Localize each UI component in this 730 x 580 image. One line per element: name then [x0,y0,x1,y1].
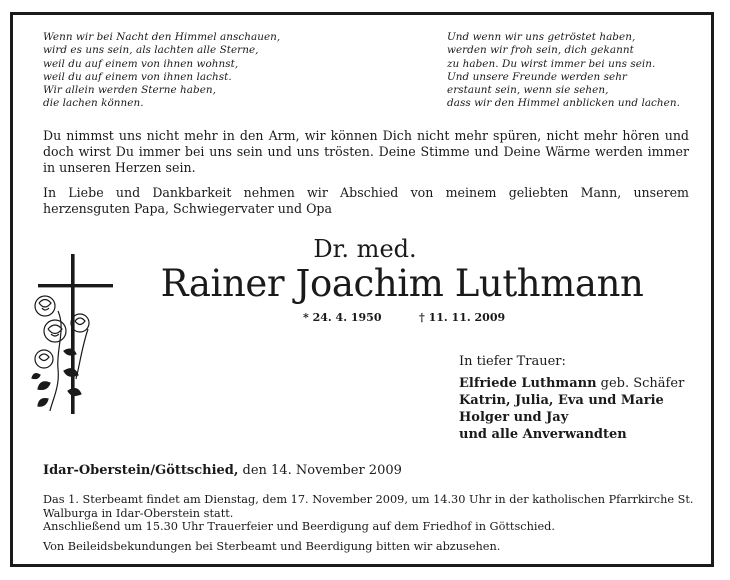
poem-right: Und wenn wir uns getröstet haben, werden wir froh sein, dich gekannt zu haben. Du wirst immer bei uns sein. Und unsere Freunde werden sehr erstaunt sein, wenn sie sehen, dass wir den Himmel anblicken und lachen. [447,31,680,110]
place-name: Idar-Oberstein/Göttschied, [43,463,239,478]
condolences-notice: Von Beileidsbekundungen bei Sterbeamt und Beerdigung bitten wir abzusehen. [43,540,501,553]
deceased-name: Rainer Joachim Luthmann [160,262,644,305]
funeral-notice: Anschließend um 15.30 Uhr Trauerfeier und Beerdigung auf dem Friedhof in Göttschied. [43,520,555,533]
mourner-widow [459,375,684,392]
poem-left: Wenn wir bei Nacht den Himmel anschauen, wird es uns sein, als lachten alle Sterne, weil du auf einem von ihnen wohnst, weil du auf einem von ihnen lachst. Wir allein werden Sterne haben, die lachen können. [43,31,281,110]
death-date: † 11. 11. 2009 [419,311,506,324]
honorific-title: Dr. med. [313,235,417,263]
mourner-relatives: und alle Anverwandten [459,427,627,442]
mourner-family: Holger und Jay [459,410,569,425]
farewell-paragraph: Du nimmst uns nicht mehr in den Arm, wir können Dich nicht mehr spüren, nicht mehr hören und doch wirst Du immer bei uns sein und uns trösten. Deine Stimme und Deine Wärme werden immer in unseren Herzen sein. [43,128,689,176]
dedication-paragraph: In Liebe und Dankbarkeit nehmen wir Abschied von meinem geliebten Mann, unserem herzensguten Papa, Schwiegervater und Opa [43,185,689,217]
mass-notice: Das 1. Sterbeamt findet am Dienstag, dem 17. November 2009, um 14.30 Uhr in der katholischen Pfarrkirche St. Walburga in Idar-Oberstein statt. [43,493,694,520]
mourner-children: Katrin, Julia, Eva und Marie [459,393,664,408]
place-date: den 14. November 2009 [238,463,402,478]
mourner-widow-birthname: geb. Schäfer [596,376,685,391]
mourner-widow-name: Elfriede Luthmann [459,376,597,391]
place-date-line [43,463,402,478]
mourning-intro: In tiefer Trauer: [459,354,566,369]
birth-date: * 24. 4. 1950 [303,311,382,324]
cross-roses-icon [28,251,120,419]
